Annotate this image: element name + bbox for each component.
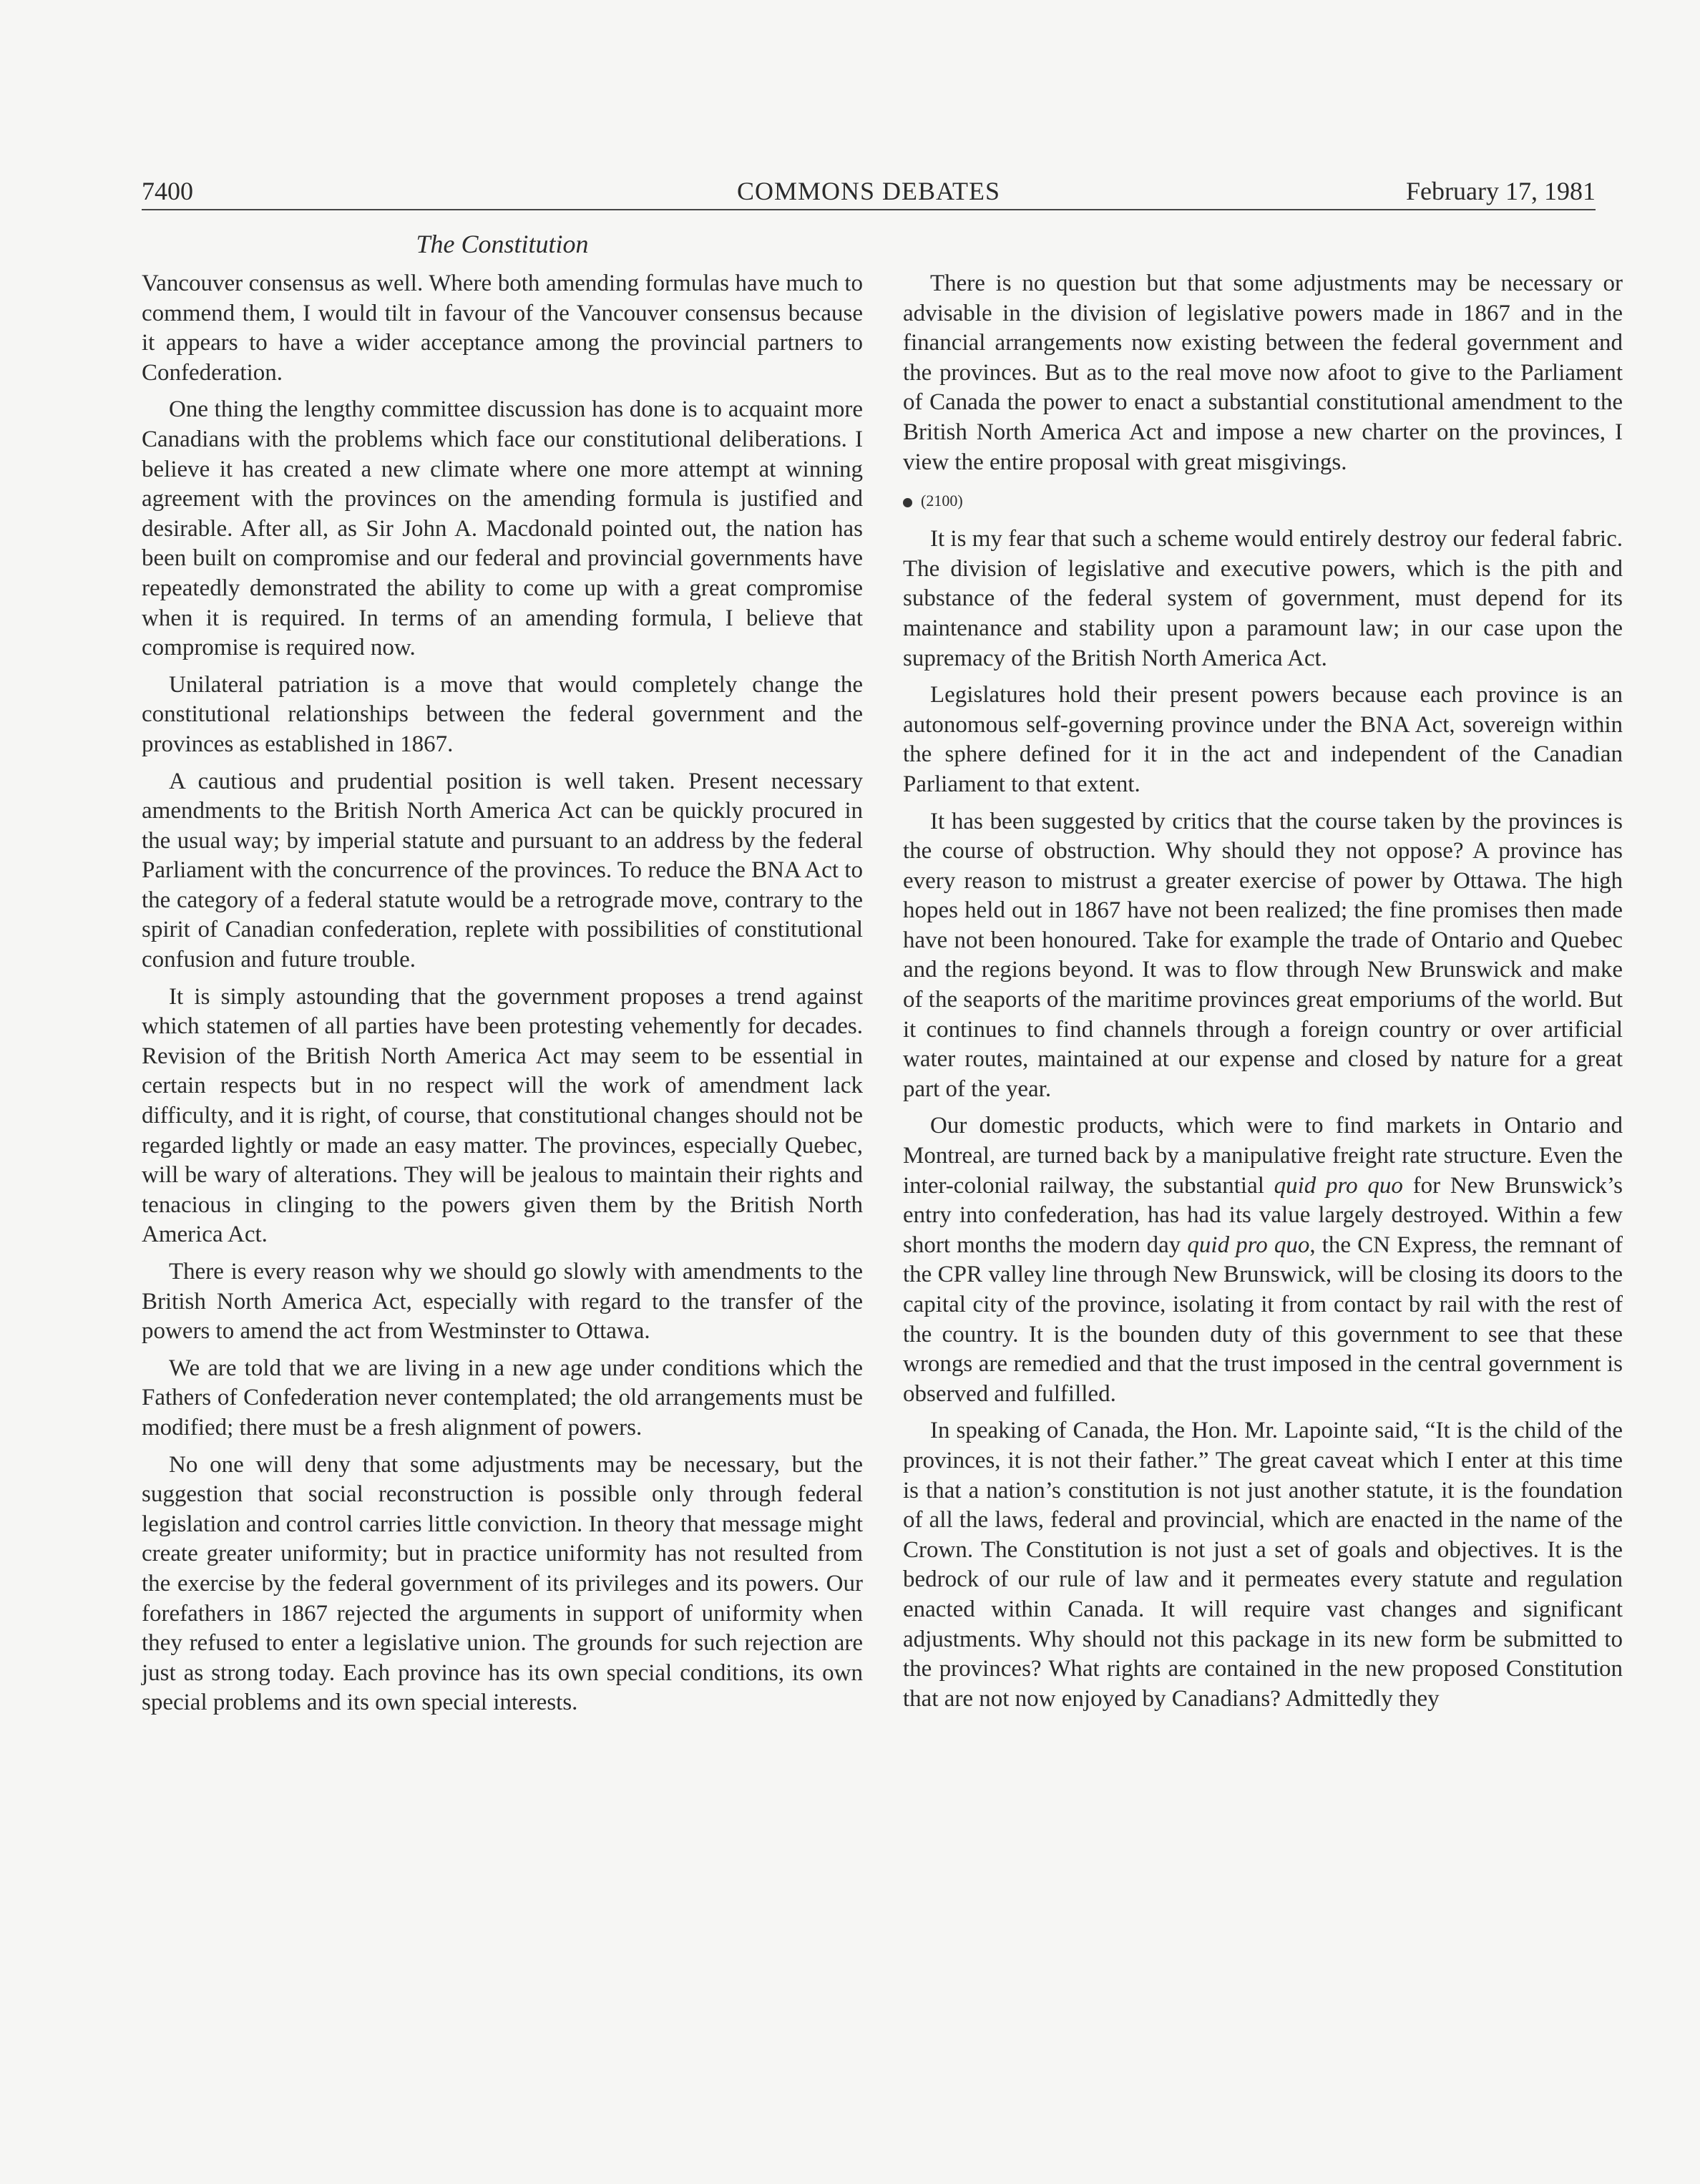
paragraph: There is no question but that some adjustments may be necessary or advisable in the division of legislative powers made in 1867 and in the financial arrangements now existing between the federal government and the provinces. But as to the real move now afoot to give to the Parliament of Canada the power to enact a substantial constitutional amendment to the British North America Act and impose a new charter on the provinces, I view the entire proposal with great misgivings. <box>903 270 1623 475</box>
section-title: The Constitution <box>416 230 589 258</box>
paragraph: In speaking of Canada, the Hon. Mr. Lapointe said, “It is the child of the provinces, it is not their father.” The great caveat which I enter at this time is that a nation’s constitution is not just another statute, it is the foundation of all the laws, federal and provincial, which are enacted in the name of the Crown. The Constitution is not just a set of goals and objectives. It is the bedrock of our rule of law and it permeates every statute and regulation enacted within Canada. It will require vast changes and significant adjustments. Why should not this package in its new form be submitted to the provinces? What rights are contained in the new proposed Constitution that are not now enjoyed by Canadians? Admittedly they <box>903 1418 1623 1712</box>
paragraph: There is every reason why we should go slowly with amendments to the British North America Act, especially with regard to the transfer of the powers to amend the act from Westminster to Ottawa. <box>142 1259 863 1345</box>
bullet-dot-icon <box>903 498 912 507</box>
time-marker <box>903 489 1623 513</box>
paragraph: It is my fear that such a scheme would entirely destroy our federal fabric. The division of legislative and executive powers, which is the pith and substance of the federal system of government, must depend for its maintenance and stability upon a paramount law; in our case upon the supremacy of the British North America Act. <box>903 526 1623 671</box>
right-column <box>903 269 1623 1721</box>
paragraph: Vancouver consensus as well. Where both amending formulas have much to commend them, I would tilt in favour of the Vancouver consensus because it appears to have a wider acceptance among the provincial partners to Confederation. <box>142 270 863 386</box>
text-run: Our domestic products, which were to find markets in Ontario and Montreal, are turned back by a manipulative freight rate structure. Even the inter-colonial railway, the substantial <box>903 1113 1623 1199</box>
paragraph: We are told that we are living in a new age under conditions which the Fathers of Confederation never contemplated; the old arrangements must be modified; there must be a fresh alignment of powers. <box>142 1355 863 1440</box>
page-date: February 17, 1981 <box>1406 177 1596 205</box>
paragraph: One thing the lengthy committee discussion has done is to acquaint more Canadians with the problems which face our constitutional deliberations. I believe it has created a new climate where one more attempt at winning agreement with the provinces on the amending formula is justified and desirable. After all, as Sir John A. Macdonald pointed out, the nation has been built on compromise and our federal and provincial governments have repeatedly demonstrated the ability to come up with a great compromise when it is required. In terms of an amending formula, I believe that compromise is required now. <box>142 396 863 661</box>
italic-phrase: quid pro quo <box>1187 1232 1310 1258</box>
page-header <box>142 176 1596 210</box>
italic-phrase: quid pro quo <box>1274 1172 1403 1199</box>
paragraph: A cautious and prudential position is well taken. Present necessary amendments to the British North America Act can be quickly procured in the usual way; by imperial statute and pursuant to an address by the federal Parliament with the concurrence of the provinces. To reduce the BNA Act to the category of a federal statute would be a retrograde move, contrary to the spirit of Canadian confederation, replete with possibilities of constitutional confusion and future trouble. <box>142 768 863 973</box>
publication-title: COMMONS DEBATES <box>736 177 1001 205</box>
paragraph <box>903 1111 1623 1409</box>
paragraph: It has been suggested by critics that the course taken by the provinces is the course of obstruction. Why should they not oppose? A province has every reason to mistrust a greater exercise of power by Ottawa. The high hopes held out in 1867 have not been realized; the fine promises then made have not been honoured. Take for example the trade of Ontario and Quebec and the regions beyond. It was to flow through New Brunswick and make of the seaports of the maritime provinces great emporiums of the world. But it continues to find channels through a foreign country or over artificial water routes, maintained at our expense and closed by nature for a great part of the year. <box>903 808 1623 1102</box>
paragraph: Unilateral patriation is a move that would completely change the constitutional relationships between the federal government and the provinces as established in 1867. <box>142 671 863 757</box>
paragraph: Legislatures hold their present powers because each province is an autonomous self-governing province under the BNA Act, sovereign within the sphere defined for it in the act and independent of the Canadian Parliament to that extent. <box>903 682 1623 797</box>
page-number: 7400 <box>142 177 193 205</box>
time-marker-label: (2100) <box>921 492 963 510</box>
paragraph: It is simply astounding that the government proposes a trend against which statemen of all parties have been protesting vehemently for decades. Revision of the British North America Act may seem to be essential in certain respects but in no respect will the work of amendment lack difficulty, and it is right, of course, that constitutional changes should not be regarded lightly or made an easy matter. The provinces, especially Quebec, will be wary of alterations. They will be jealous to maintain their rights and tenacious in clinging to the powers given them by the British North America Act. <box>142 983 863 1248</box>
text-run: for New Brunswick’s entry into confederation, has had its value largely destroyed. Within a few short months the modern day <box>903 1172 1623 1258</box>
paragraph: No one will deny that some adjustments may be necessary, but the suggestion that social reconstruction is possible only through federal legislation and control carries little conviction. In theory that message might create greater uniformity; but in practice uniformity has not resulted from the exercise by the federal government of its privileges and its powers. Our forefathers in 1867 rejected the arguments in support of uniformity when they refused to enter a legislative union. The grounds for such rejection are just as strong today. Each province has its own special conditions, its own special problems and its own special interests. <box>142 1451 863 1716</box>
text-run: , the CN Express, the remnant of the CPR valley line through New Brunswick, will be closing its doors to the capital city of the province, isolating it from contact by rail with the rest of the country. It is the bounden duty of this government to see that these wrongs are remedied and that the trust imposed in the central government is observed and fulfilled. <box>903 1232 1623 1407</box>
left-column <box>142 269 863 1725</box>
